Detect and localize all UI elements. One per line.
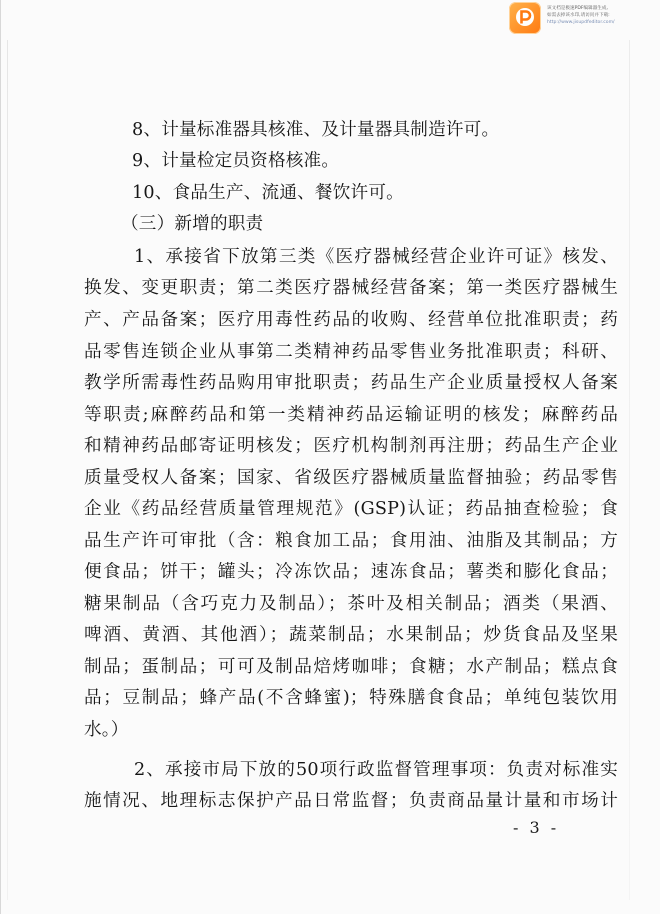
pdf-editor-logo-icon — [509, 2, 541, 34]
paragraph-1-line-7: 和精神药品邮寄证明核发；医疗机构制剂再注册；药品生产企业 — [84, 436, 618, 456]
section-heading: （三）新增的职责 — [121, 214, 264, 234]
paragraph-1-line-2: 换发、变更职责；第二类医疗器械经营备案；第一类医疗器械生 — [84, 278, 618, 298]
pdf-editor-watermark[interactable] — [509, 0, 660, 40]
paragraph-1-line-11: 便食品；饼干；罐头；冷冻饮品；速冻食品；薯类和膨化食品； — [84, 562, 618, 582]
text-line-item-10: 10、食品生产、流通、餐饮许可。 — [132, 183, 404, 203]
paragraph-1-line-8: 质量受权人备案；国家、省级医疗器械质量监督抽验；药品零售 — [84, 468, 618, 488]
scan-crease-line — [7, 40, 8, 900]
paragraph-1-line-1: 1、承接省下放第三类《医疗器械经营企业许可证》核发、 — [134, 247, 618, 267]
paragraph-1-line-4: 品零售连锁企业从事第二类精神药品零售业务批准职责；科研、 — [84, 342, 618, 362]
text-line-item-8: 8、计量标准器具核准、及计量器具制造许可。 — [132, 120, 500, 140]
paragraph-2-line-2: 施情况、地理标志保护产品日常监督；负责商品量计量和市场计 — [84, 791, 618, 811]
text-line-item-9: 9、计量检定员资格核准。 — [132, 151, 340, 171]
scan-crease-line — [629, 40, 630, 900]
watermark-text — [547, 5, 659, 26]
page-number: - 3 - — [513, 818, 560, 837]
paragraph-1-line-9: 企业《药品经营质量管理规范》(GSP)认证；药品抽查检验；食 — [84, 499, 618, 519]
paragraph-1-line-6: 等职责;麻醉药品和第一类精神药品运输证明的核发；麻醉药品 — [84, 405, 618, 425]
paragraph-1-line-16: 水。） — [84, 720, 129, 740]
paragraph-2-line-1: 2、承接市局下放的50项行政监督管理事项：负责对标准实 — [134, 760, 618, 780]
paragraph-1-line-13: 啤酒、黄酒、其他酒）；蔬菜制品；水果制品；炒货食品及坚果 — [84, 625, 618, 645]
paragraph-1-line-3: 产、产品备案；医疗用毒性药品的收购、经营单位批准职责；药 — [84, 310, 618, 330]
watermark-line-2: 如需去掉该水印,请访问并下载: — [547, 13, 610, 18]
paragraph-1-line-15: 品；豆制品；蜂产品(不含蜂蜜)；特殊膳食食品；单纯包装饮用 — [84, 688, 618, 708]
paragraph-1-line-12: 糖果制品（含巧克力及制品）；茶叶及相关制品；酒类（果酒、 — [84, 594, 618, 614]
paragraph-1-line-14: 制品；蛋制品；可可及制品焙烤咖啡；食糖；水产制品；糕点食 — [84, 657, 618, 677]
watermark-line-1: 该文档是极速PDF编辑器生成, — [547, 6, 608, 11]
watermark-url-link[interactable]: http://www.jisupdfeditor.com/ — [547, 20, 615, 25]
paragraph-1-line-10: 品生产许可审批（含：粮食加工品；食用油、油脂及其制品；方 — [84, 531, 618, 551]
paragraph-1-line-5: 教学所需毒性药品购用审批职责；药品生产企业质量授权人备案 — [84, 373, 618, 393]
